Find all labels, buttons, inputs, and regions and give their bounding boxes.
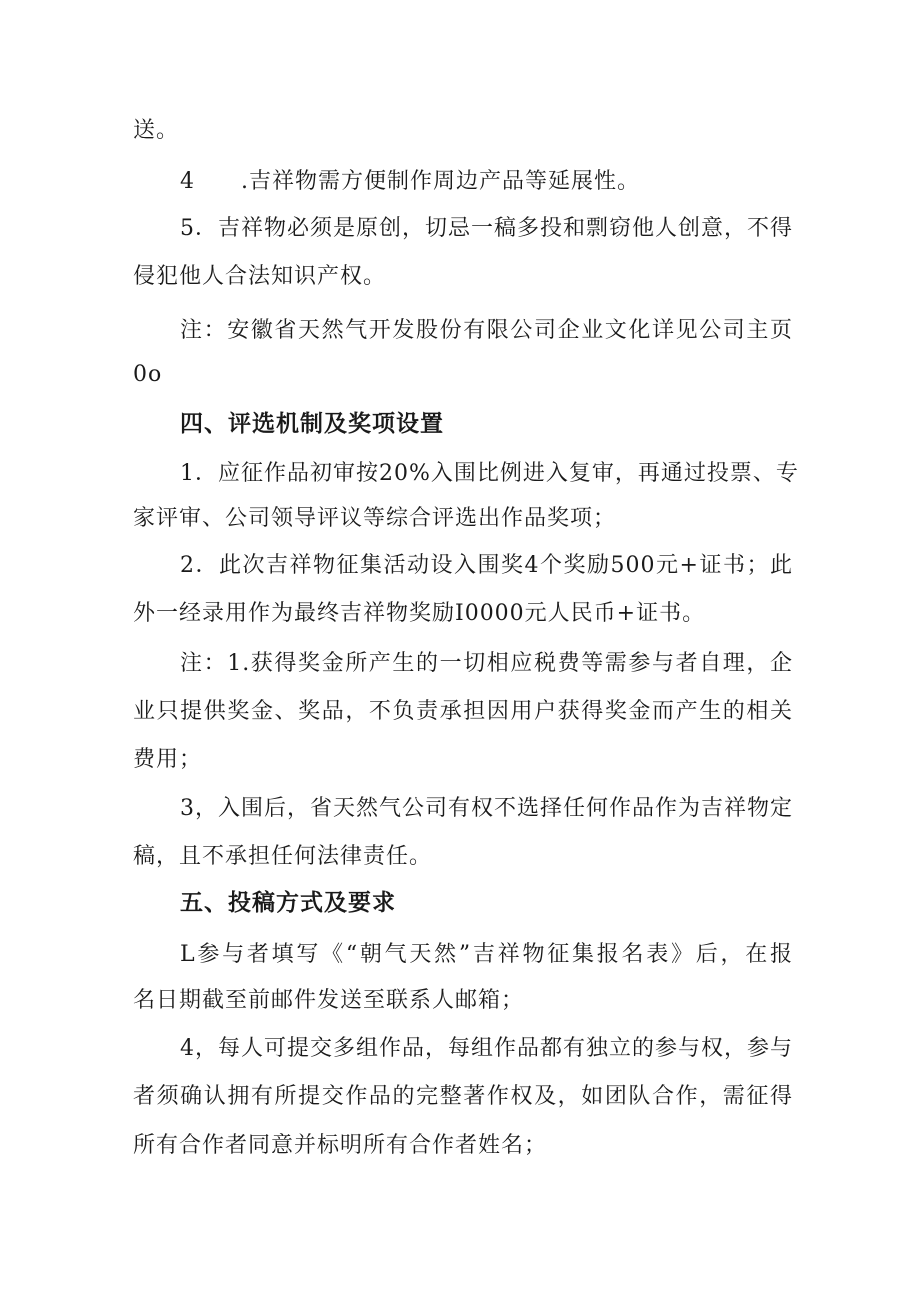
text-line-5: 注：安徽省天然气开发股份有限公司企业文化详见公司主页	[180, 318, 793, 343]
text-line-15: 3，入围后，省天然气公司有权不选择任何作品作为吉祥物定	[180, 796, 793, 821]
text-line-3: 5．吉祥物必须是原创，切忌一稿多投和剽窃他人创意，不得	[180, 216, 793, 241]
text-line-6: 0o	[133, 362, 163, 387]
section-heading-5: 五、投稿方式及要求	[180, 890, 396, 916]
text-line-12: 注：1.获得奖金所产生的一切相应税费等需参与者自理，企	[180, 651, 793, 676]
text-line-18: L参与者填写《“朝气天然”吉祥物征集报名表》后，在报	[180, 942, 793, 967]
text-line-2: 4 .吉祥物需方便制作周边产品等延展性。	[180, 169, 640, 194]
text-line-9: 家评审、公司领导评议等综合评选出作品奖项；	[133, 506, 617, 531]
text-line-8: 1．应征作品初审按20%入围比例进入复审，再通过投票、专	[180, 461, 799, 486]
text-line-11: 外一经录用作为最终吉祥物奖励I0000元人民币+证书。	[133, 601, 706, 626]
text-line-21: 者须确认拥有所提交作品的完整著作权及，如团队合作，需征得	[133, 1084, 793, 1109]
text-line-14: 费用；	[133, 747, 203, 772]
text-line-19: 名日期截至前邮件发送至联系人邮箱；	[133, 988, 525, 1013]
text-line-4: 侵犯他人合法知识产权。	[133, 264, 387, 289]
text-line-20: 4，每人可提交多组作品，每组作品都有独立的参与权，参与	[180, 1036, 793, 1061]
text-line-16: 稿，且不承担任何法律责任。	[133, 844, 433, 869]
text-line-22: 所有合作者同意并标明所有合作者姓名；	[133, 1133, 548, 1158]
section-heading-4: 四、评选机制及奖项设置	[180, 411, 444, 437]
text-line-1: 送。	[133, 118, 180, 143]
text-line-13: 业只提供奖金、奖品，不负责承担因用户获得奖金而产生的相关	[133, 699, 793, 724]
text-line-10: 2．此次吉祥物征集活动设入围奖4个奖励500元+证书；此	[180, 553, 793, 578]
